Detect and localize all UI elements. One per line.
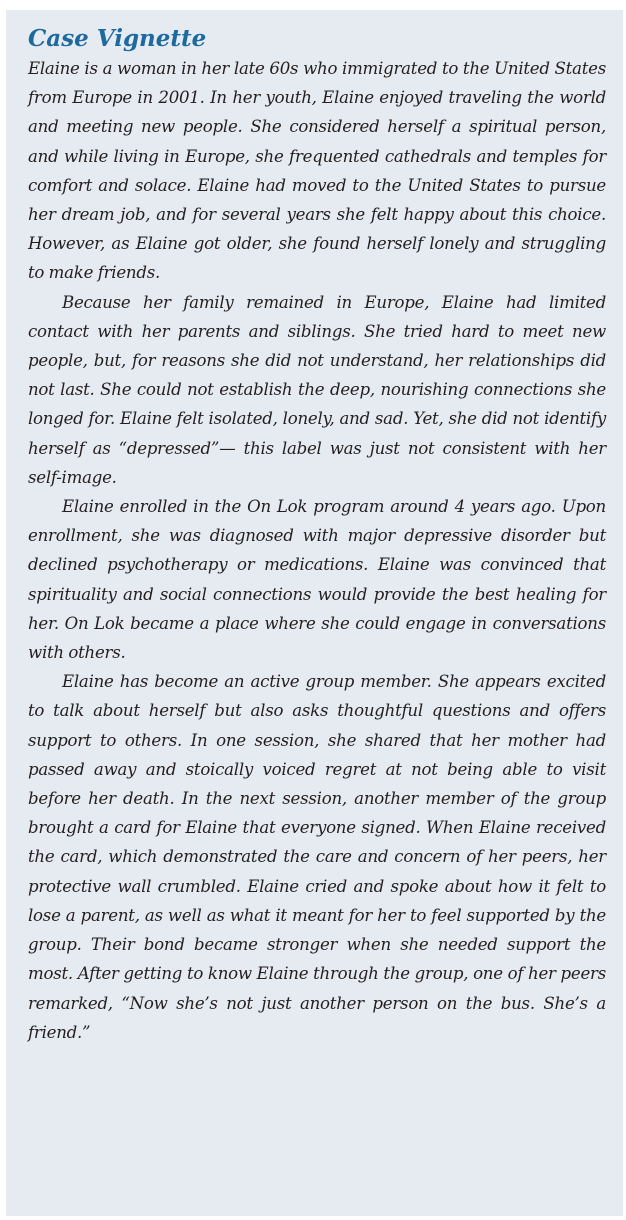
paragraph-3: Elaine enrolled in the On Lok program around 4 years ago. Upon enrollment, she was diagnosed with major depressive disorder but declined psychotherapy or medications. Elaine was convinced that spirituality and social connections would provide the best healing for her. On Lok became a place where she could engage in conversations with others. <box>28 497 606 663</box>
paragraph-4: Elaine has become an active group member. She appears excited to talk about herself but also asks thoughtful questions and offers support to others. In one session, she shared that her mother had passed away and stoically voiced regret at not being able to visit before her death. In the next session, another member of the group brought a card for Elaine that everyone signed. When Elaine received the card, which demonstrated the care and concern of her peers, her protective wall crumbled. Elaine cried and spoke about how it felt to lose a parent, as well as what it meant for her to feel supported by the group. Their bond became stronger when she needed support the most. After getting to know Elaine through the group, one of her peers remarked, “Now she’s not just another person on the bus. She’s a friend.” <box>28 672 606 1042</box>
box-title: Case Vignette <box>28 25 207 52</box>
case-vignette-box <box>6 10 623 1216</box>
paragraph-2: Because her family remained in Europe, Elaine had limited contact with her parents and siblings. She tried hard to meet new people, but, for reasons she did not understand, her relationships did not last. She could not establish the deep, nourishing connections she longed for. Elaine felt isolated, lonely, and sad. Yet, she did not identify herself as “depressed”— this label was just not consistent with her self-image. <box>28 292 606 487</box>
paragraph-1: Elaine is a woman in her late 60s who immigrated to the United States from Europe in 2001. In her youth, Elaine enjoyed traveling the world and meeting new people. She considered herself a spiritual person, and while living in Europe, she frequented cathedrals and temples for comfort and solace. Elaine had moved to the United States to pursue her dream job, and for several years she felt happy about this choice. However, as Elaine got older, she found herself lonely and struggling to make friends. <box>28 59 606 283</box>
